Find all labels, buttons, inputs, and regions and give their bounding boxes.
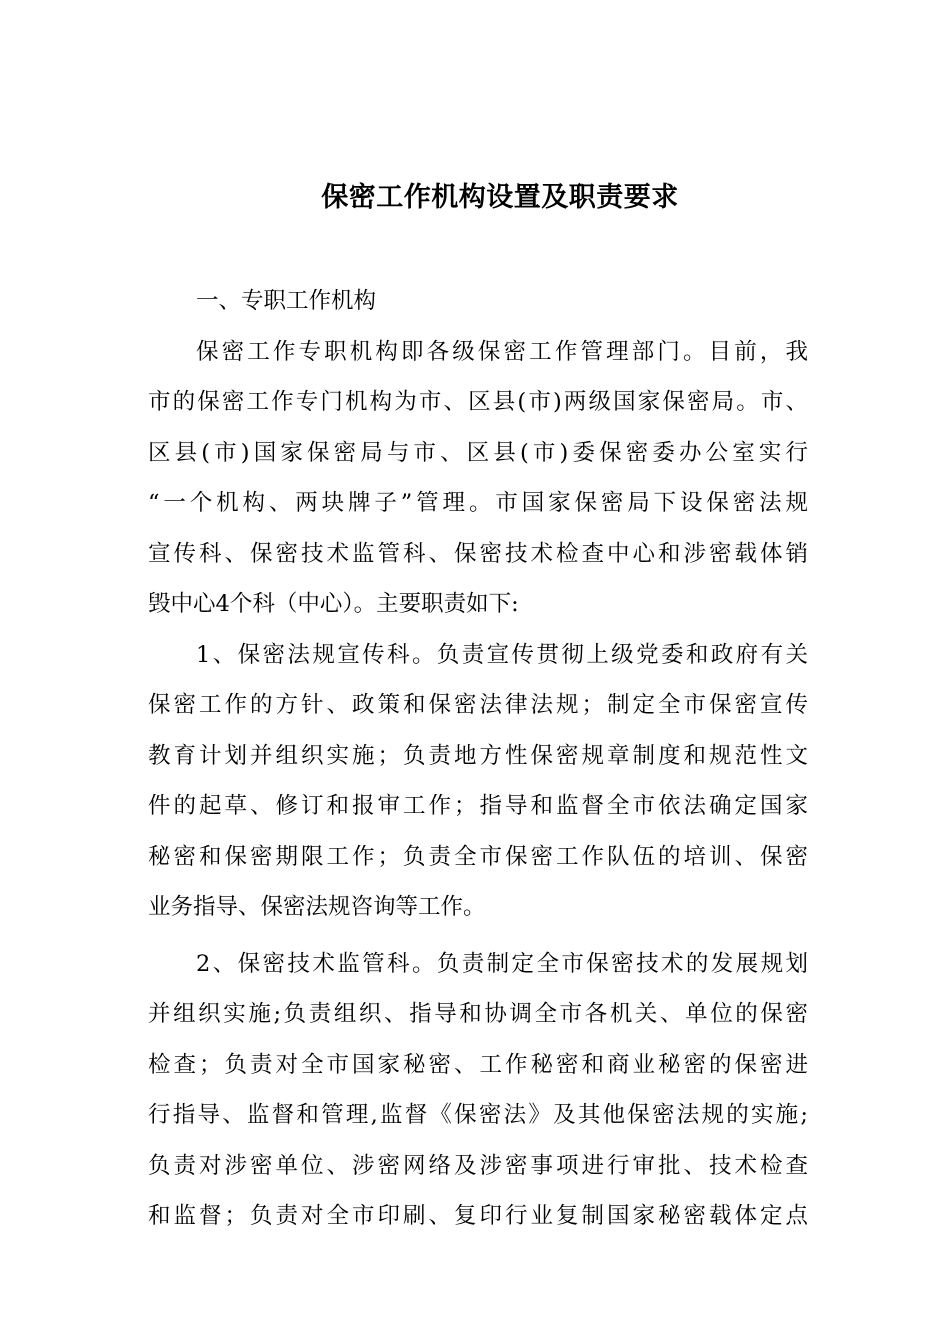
paragraph-line: 区县(市)国家保密局与市、区县(市)委保密委办公室实行 xyxy=(148,439,808,466)
paragraph-line: “一个机构、两块牌子”管理。市国家保密局下设保密法规 xyxy=(148,490,808,516)
paragraph-line: 秘密和保密期限工作；负责全市保密工作队伍的培训、保密 xyxy=(148,843,808,870)
paragraph-line: 教育计划并组织实施；负责地方性保密规章制度和规范性文 xyxy=(148,742,808,769)
paragraph-line: 1、保密法规宣传科。负责宣传贯彻上级党委和政府有关 xyxy=(196,641,808,668)
document-title: 保密工作机构设置及职责要求 xyxy=(321,182,679,213)
paragraph-line: 行指导、监督和管理,监督《保密法》及其他保密法规的实施; xyxy=(148,1102,808,1128)
paragraph-line: 检查；负责对全市国家秘密、工作秘密和商业秘密的保密进 xyxy=(148,1051,808,1078)
paragraph-line: 保密工作的方针、政策和保密法律法规；制定全市保密宣传 xyxy=(148,692,808,718)
paragraph-line: 保密工作专职机构即各级保密工作管理部门。目前，我 xyxy=(196,338,808,365)
paragraph-line: 并组织实施;负责组织、指导和协调全市各机关、单位的保密 xyxy=(148,1001,808,1027)
paragraph-line: 2、保密技术监管科。负责制定全市保密技术的发展规划 xyxy=(196,950,808,977)
document-body xyxy=(148,276,808,1242)
paragraph-line: 业务指导、保密法规咨询等工作。 xyxy=(148,894,486,920)
paragraph-line: 宣传科、保密技术监管科、保密技术检查中心和涉密载体销 xyxy=(148,540,808,567)
section-heading: 一、专职工作机构 xyxy=(196,288,377,314)
paragraph-line: 负责对涉密单位、涉密网络及涉密事项进行审批、技术检查 xyxy=(148,1152,808,1179)
paragraph-line: 和监督；负责对全市印刷、复印行业复制国家秘密载体定点 xyxy=(148,1203,808,1229)
paragraph-line: 件的起草、修订和报审工作；指导和监督全市依法确定国家 xyxy=(148,793,808,819)
paragraph-line: 毁中心4个科（中心）。主要职责如下: xyxy=(148,591,519,617)
paragraph-line: 市的保密工作专门机构为市、区县(市)两级国家保密局。市、 xyxy=(148,389,808,415)
